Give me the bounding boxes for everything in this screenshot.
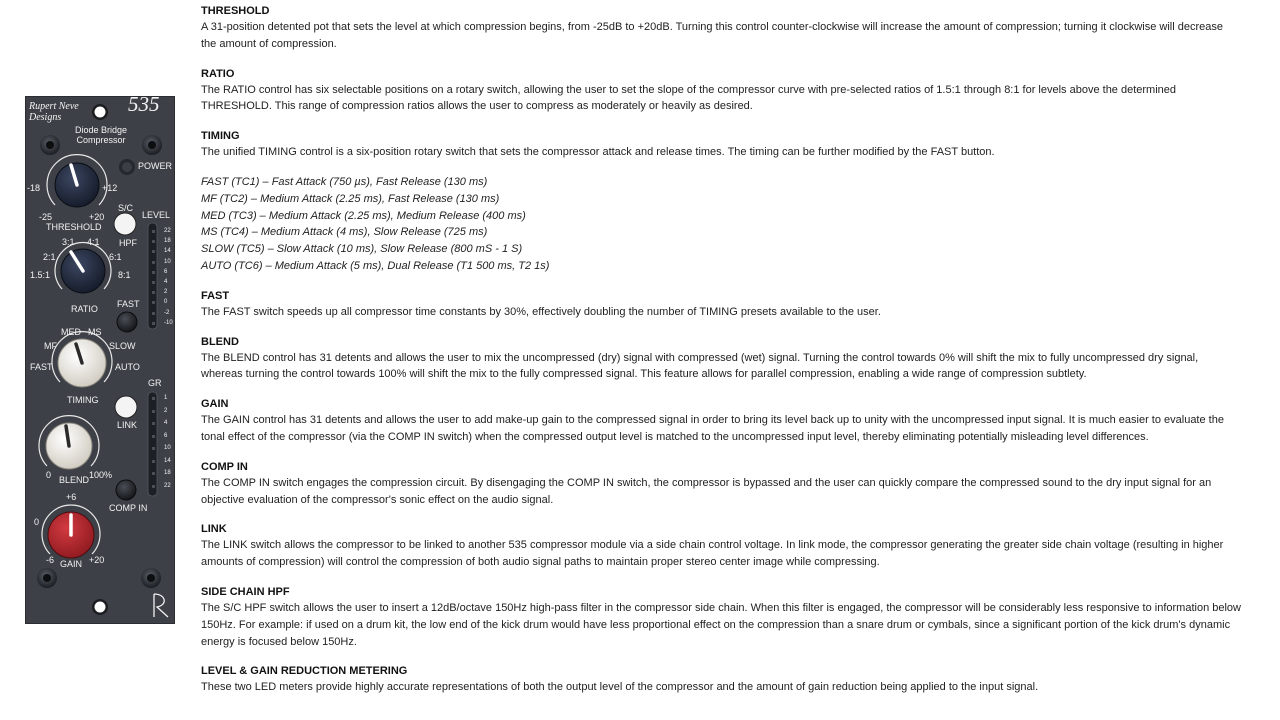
level-scale-tick: -10: [164, 319, 173, 326]
section-body: The BLEND control has 31 detents and allows the user to mix the uncompressed (dry) signal with compressed (wet) signal. Turning the control towards 0% will shift the mix to fully uncompressed dry signal, whereas turning the control towards 100% will shift the mix to the fully compressed signal. This feature allows for parallel compression, enabling a wide range of compression subtlety.: [201, 351, 1199, 381]
section-metering: [201, 663, 1241, 696]
gain-min-label: 0: [34, 517, 40, 527]
meter-led: [152, 312, 155, 315]
blend-knob[interactable]: [39, 416, 99, 469]
threshold-right-label: +12: [102, 183, 118, 193]
gain-low-label: -6: [46, 555, 55, 565]
blend-min-label: 0: [46, 470, 52, 480]
section-title: SIDE CHAIN HPF: [201, 585, 290, 598]
timing-pos-ms: MS: [88, 327, 102, 337]
gr-scale-tick: 6: [164, 432, 168, 439]
gain-label: GAIN: [60, 559, 83, 569]
meter-led: [152, 271, 155, 274]
meter-led: [152, 261, 155, 264]
section-body: These two LED meters provide highly accurate representations of both the output level of the compressor and the amount of gain reduction being applied to the input signal.: [201, 681, 1039, 694]
section-title: THRESHOLD: [201, 5, 270, 17]
section-body: The LINK switch allows the compressor to be linked to another 535 compressor module via a side chain control voltage. In link mode, the compressor generating the greater side chain voltage (resulting in higher amounts of compression) will control the compression of both audio signal paths to maintain proper stereo center image while compressing.: [201, 539, 1224, 569]
section-body: The S/C HPF switch allows the user to insert a 12dB/octave 150Hz high-pass filter in the compressor side chain. When this filter is engaged, the compressor will be considerably less responsive to information below 150Hz. For example: if used on a drum kit, the low end of the kick drum would have less proportional effect on the compression than a snare drum or cymbals, since a significant portion of the kick drum's dynamic energy is focused below 150Hz.: [201, 601, 1241, 648]
level-label: LEVEL: [142, 210, 171, 220]
section-ratio: [201, 66, 1241, 116]
threshold-knob[interactable]: [47, 155, 107, 207]
gr-label: GR: [148, 378, 162, 388]
sc-hpf-button[interactable]: [114, 213, 136, 235]
section-body: The FAST switch speeds up all compressor time constants by 30%, effectively doubling the number of TIMING presets available to the user.: [201, 305, 881, 318]
meter-led: [152, 291, 155, 294]
section-blend: [201, 334, 1241, 384]
timing-pos-fast: FAST: [30, 362, 53, 372]
link-button[interactable]: [115, 396, 137, 418]
meter-led: [152, 485, 155, 488]
meter-led: [152, 472, 155, 475]
section-body: The RATIO control has six selectable positions on a rotary switch, allowing the user to set the slope of the compressor curve with pre-selected ratios of 1.5:1 through 8:1 for levels above the determined THRESHOLD. This range of compression ratios allows the user to compress as moderately or heavily as desired.: [201, 83, 1177, 113]
level-scale-tick: 10: [164, 258, 171, 265]
timing-preset: MS (TC4) – Medium Attack (4 ms), Slow Release (725 ms): [201, 226, 488, 239]
threshold-min-label: -25: [39, 212, 53, 222]
section-side-chain-hpf: [201, 584, 1241, 650]
timing-preset-list: [201, 174, 1241, 275]
level-scale-tick: 2: [164, 289, 168, 296]
level-scale-tick: 4: [164, 279, 168, 285]
gr-scale-tick: 4: [164, 420, 168, 426]
hpf-label: HPF: [119, 238, 137, 248]
fast-label: FAST: [117, 299, 140, 309]
section-title: TIMING: [201, 130, 240, 143]
module-title-2: Compressor: [76, 135, 126, 145]
timing-pos-auto: AUTO: [115, 362, 140, 372]
signature-logo-icon: [154, 594, 168, 617]
ratio-pos-4-1: 4:1: [87, 237, 100, 247]
ratio-pos-8-1: 8:1: [118, 270, 131, 280]
section-body: The unified TIMING control is a six-position rotary switch that sets the compressor attack and release times. The timing can be further modified by the FAST button.: [201, 146, 995, 159]
meter-led: [152, 250, 155, 253]
ratio-pos-1-5-1: 1.5:1: [30, 270, 51, 280]
gr-scale-tick: 18: [164, 470, 171, 476]
meter-led: [152, 447, 155, 450]
gr-meter: [148, 392, 157, 496]
section-gain: [201, 396, 1241, 446]
meter-led: [152, 410, 155, 413]
screw-icon: [141, 568, 161, 588]
meter-led: [152, 230, 155, 233]
timing-preset: AUTO (TC6) – Medium Attack (5 ms), Dual Release (T1 500 ms, T2 1s): [201, 259, 550, 272]
blend-label: BLEND: [59, 475, 90, 485]
model-number: 535: [128, 96, 160, 116]
section-title: BLEND: [201, 335, 239, 348]
section-title: RATIO: [201, 67, 235, 80]
screw-icon: [142, 135, 162, 155]
section-link: [201, 521, 1241, 571]
threshold-left-label: -18: [27, 183, 41, 193]
timing-preset: MF (TC2) – Medium Attack (2.25 ms), Fast Release (130 ms): [201, 192, 500, 205]
level-scale-tick: 0: [164, 299, 168, 306]
gr-scale-tick: 22: [164, 482, 171, 489]
timing-preset: MED (TC3) – Medium Attack (2.25 ms), Medium Release (400 ms): [201, 209, 526, 222]
screw-icon: [37, 568, 57, 588]
module-title-1: Diode Bridge: [74, 125, 128, 135]
meter-led: [152, 397, 155, 400]
comp-in-label: COMP IN: [109, 503, 148, 513]
meter-led: [152, 301, 155, 304]
ratio-pos-2-1: 2:1: [43, 252, 56, 262]
mounting-hole-bottom: [92, 599, 108, 615]
gain-knob[interactable]: [42, 505, 100, 558]
meter-led: [152, 240, 155, 243]
section-title: LINK: [201, 523, 227, 536]
gain-max-label: +20: [89, 555, 105, 565]
ratio-pos-3-1: 3:1: [62, 237, 75, 247]
meter-led: [152, 322, 155, 325]
section-body: A 31-position detented pot that sets the level at which compression begins, from -25dB to +20dB. Turning this control counter-clockwise will increase the amount of compression; turning it clockwise will decrease the amount of compression.: [201, 21, 1223, 50]
section-body: The GAIN control has 31 detents and allows the user to add make-up gain to the compressed signal in order to bring its level back up to unity with the uncompressed input signal. It is much easier to evaluate the tonal effect of the compressor (via the COMP IN switch) when the compressed output level is matched to the uncompressed input level, thereby eliminating potentially misleading level differences.: [201, 414, 1224, 443]
ratio-knob[interactable]: [55, 242, 111, 293]
level-scale-tick: 6: [164, 268, 168, 275]
section-title: FAST: [201, 289, 230, 302]
timing-pos-slow: SLOW: [109, 341, 136, 351]
section-body: The COMP IN switch engages the compression circuit. By disengaging the COMP IN switch, the compressor is bypassed and the user can quickly compare the compressed sound to the dry input signal for an objective evaluation of the compressor's sonic effect on the audio signal.: [201, 476, 1212, 506]
timing-preset: SLOW (TC5) – Slow Attack (10 ms), Slow Release (800 mS - 1 S): [201, 243, 523, 256]
timing-preset: FAST (TC1) – Fast Attack (750 µs), Fast Release (130 ms): [201, 175, 488, 188]
timing-knob[interactable]: [52, 332, 112, 387]
threshold-label: THRESHOLD: [46, 222, 102, 232]
sc-label: S/C: [118, 203, 134, 213]
power-led-icon: [119, 159, 135, 175]
ratio-label: RATIO: [71, 304, 98, 314]
level-scale-tick: 22: [164, 228, 171, 234]
manual-text: [201, 3, 1241, 696]
gr-scale-tick: 14: [164, 457, 171, 464]
blend-max-label: 100%: [89, 470, 113, 480]
brand-line-1: Rupert Neve: [29, 101, 79, 112]
timing-pos-mf: MF: [44, 341, 57, 351]
section-title: COMP IN: [201, 460, 248, 473]
screw-icon: [40, 135, 60, 155]
mounting-hole-top: [92, 104, 108, 120]
link-label: LINK: [117, 420, 138, 430]
threshold-max-label: +20: [89, 212, 105, 222]
ratio-pos-6-1: 6:1: [109, 252, 122, 262]
level-scale-tick: 14: [164, 248, 171, 255]
timing-pos-med: MED: [61, 327, 81, 337]
brand-line-2: Designs: [29, 112, 62, 123]
power-label: POWER: [138, 161, 173, 171]
section-timing: [201, 128, 1241, 275]
faceplate-graphics: [26, 97, 175, 624]
gr-scale-tick: 10: [164, 445, 171, 451]
level-scale-tick: -2: [164, 309, 170, 316]
section-title: GAIN: [201, 398, 229, 411]
section-fast: [201, 288, 1241, 321]
timing-label: TIMING: [67, 395, 99, 405]
level-scale-tick: 18: [164, 238, 171, 245]
section-comp-in: [201, 459, 1241, 509]
gain-top-label: +6: [66, 492, 77, 502]
module-faceplate: [25, 96, 175, 624]
gr-scale-tick: 2: [164, 407, 168, 414]
meter-led: [152, 435, 155, 438]
fast-button[interactable]: [117, 312, 137, 332]
meter-led: [152, 281, 155, 284]
section-title: LEVEL & GAIN REDUCTION METERING: [201, 665, 408, 678]
gr-scale-tick: 1: [164, 395, 168, 401]
meter-led: [152, 460, 155, 463]
section-threshold: [201, 3, 1241, 53]
meter-led: [152, 422, 155, 425]
comp-in-button[interactable]: [116, 480, 136, 500]
